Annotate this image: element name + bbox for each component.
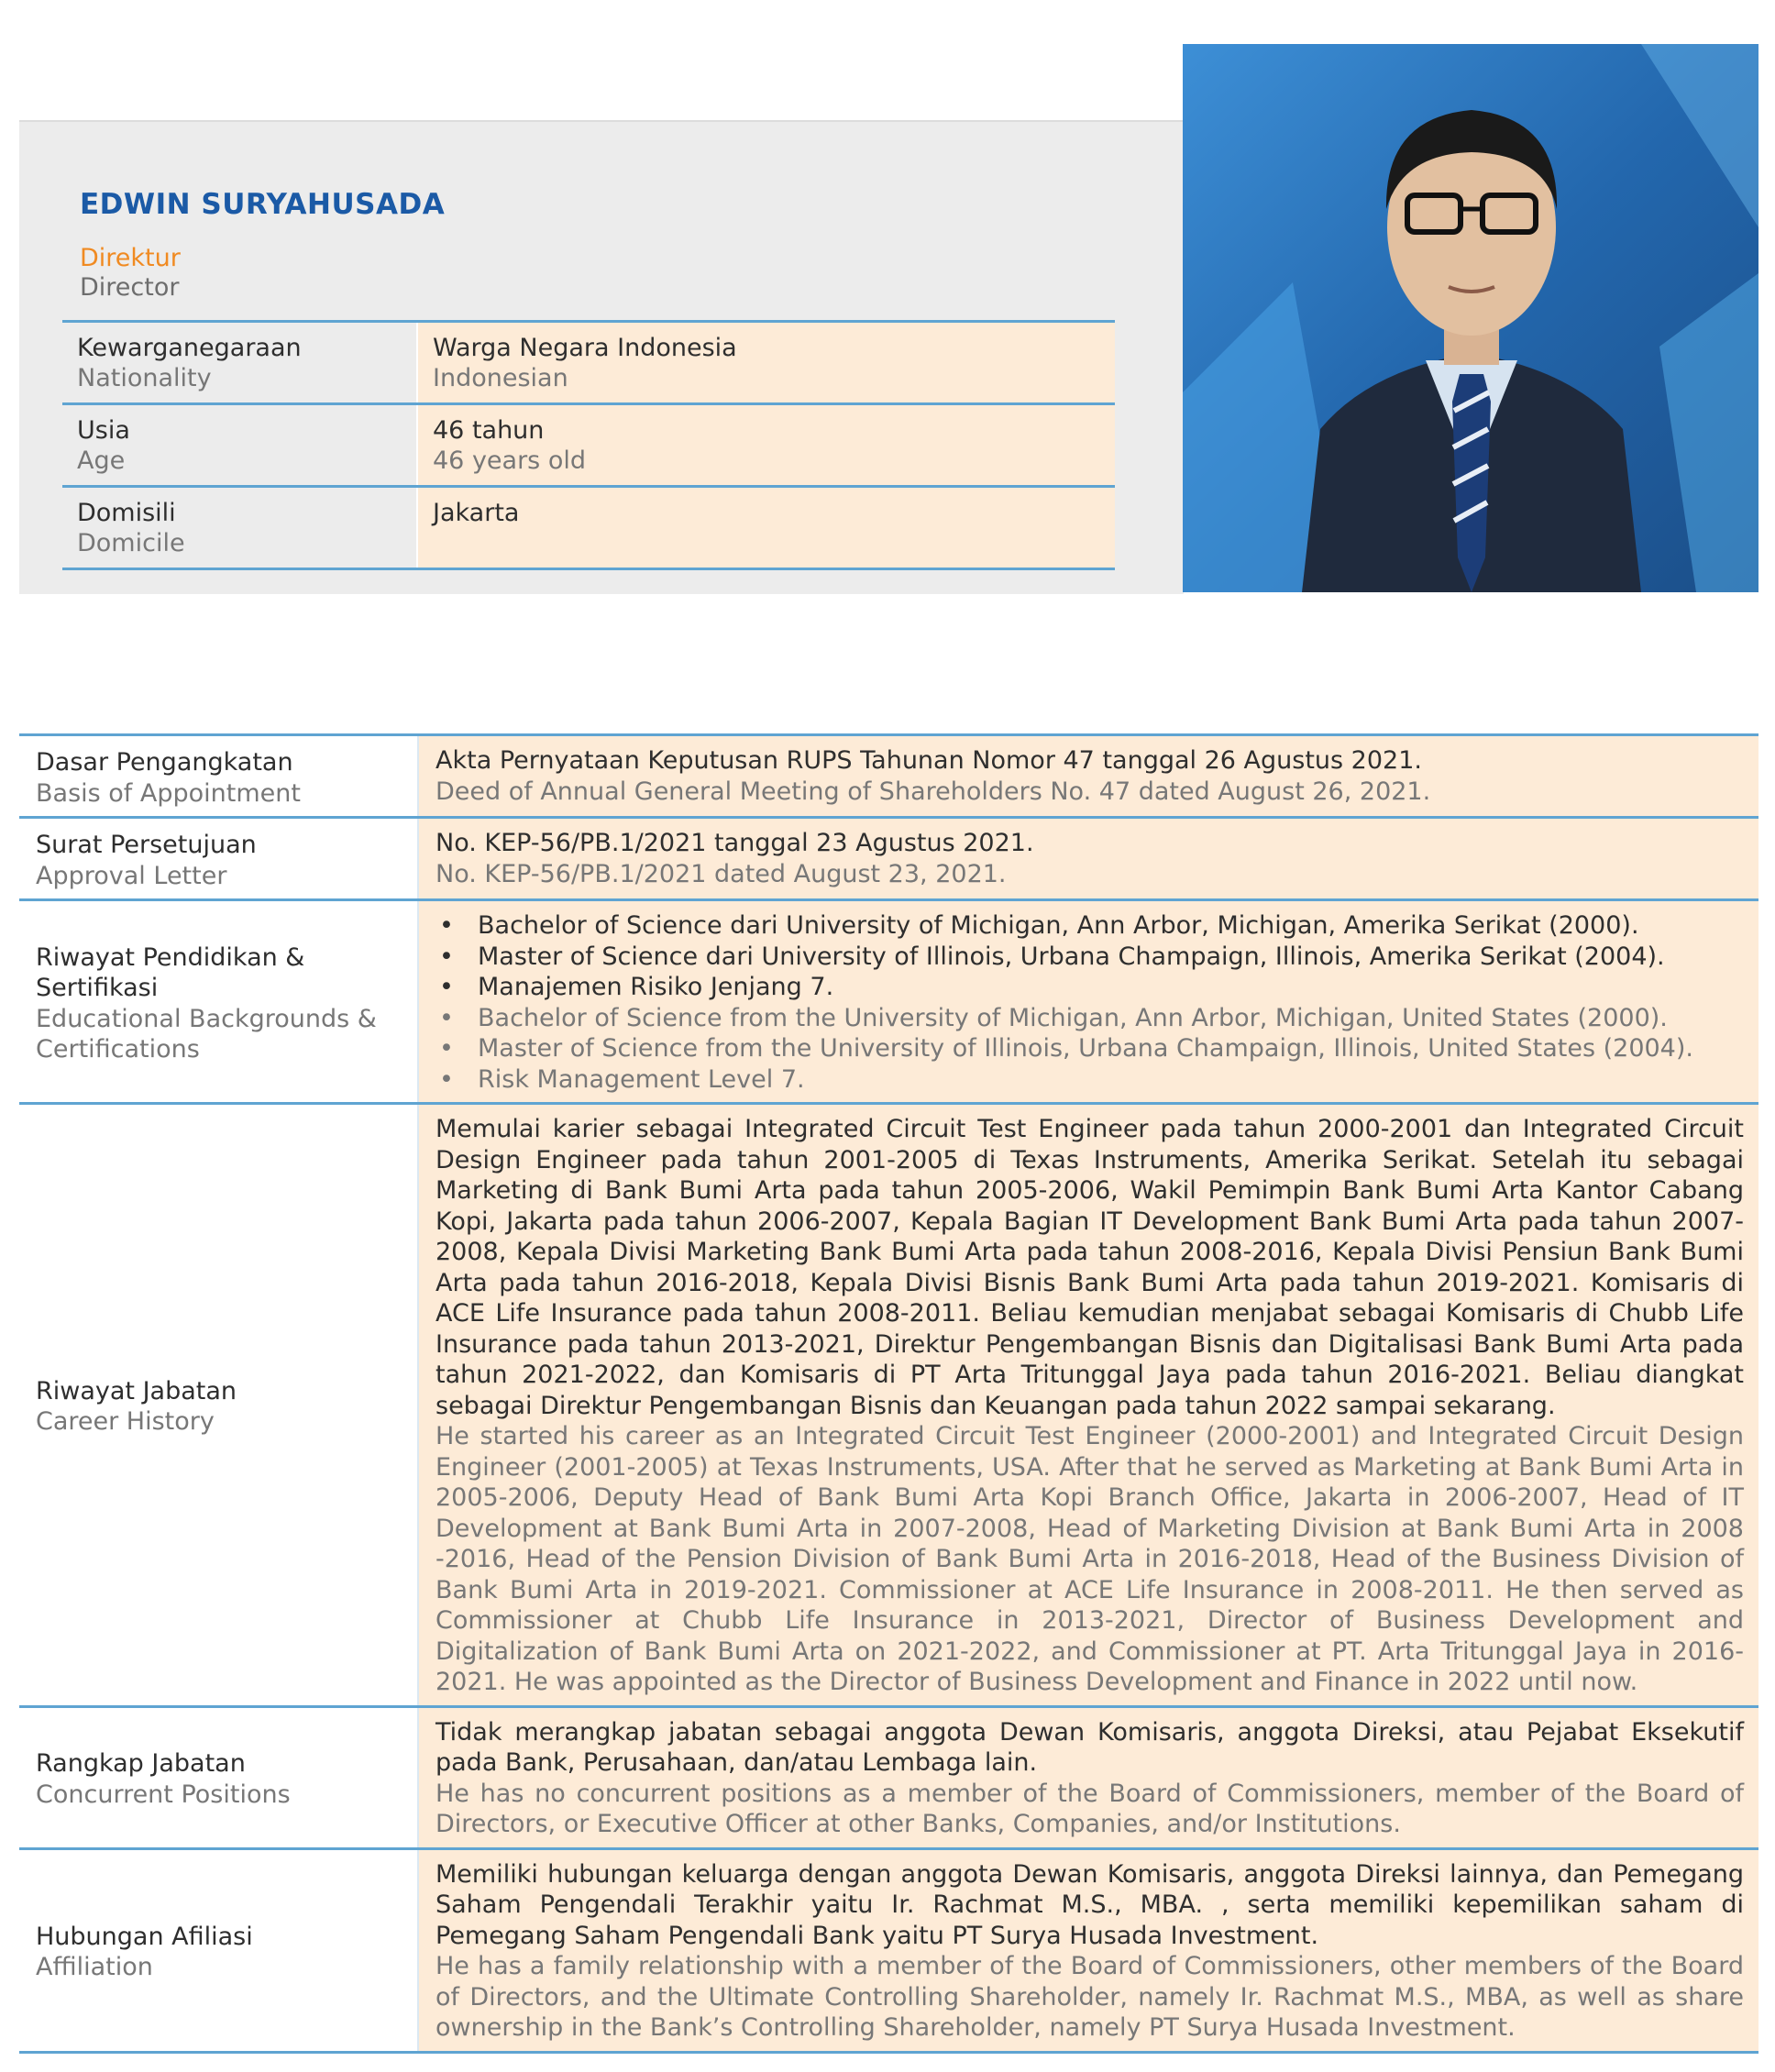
appointment-label <box>19 735 418 818</box>
director-name: EDWIN SURYAHUSADA <box>80 188 446 221</box>
appointment-value <box>418 735 1758 818</box>
director-photo <box>1183 44 1758 592</box>
value-en: He has a family relationship with a member of the Board of Commissioners, other members of the Board of Directors, and the Ultimate Controlling Shareholder, namely Ir. Rachmat M.S., MBA, as well as share ownership in the Bank’s Controlling Shareholder, namely PT Surya Husada Investment. <box>435 1952 1744 2042</box>
education-row <box>19 900 1758 1104</box>
portrait-illustration <box>1183 44 1758 592</box>
label-id: Hubungan Afiliasi <box>36 1922 253 1951</box>
education-list <box>435 910 1744 1095</box>
value-en: Indonesian <box>433 364 568 392</box>
label-id: Domisili <box>77 499 176 527</box>
concurrent-label <box>19 1706 418 1848</box>
nationality-value <box>417 322 1115 404</box>
label-id: Dasar Pengangkatan <box>36 748 293 777</box>
role-title-id: Direktur <box>80 244 181 272</box>
value-id: Tidak merangkap jabatan sebagai anggota Dewan Komisaris, anggota Direksi, atau Pejabat Eksekutif pada Bank, Perusahaan, dan/atau Lembaga lain. <box>435 1717 1744 1777</box>
concurrent-value <box>418 1706 1758 1848</box>
label-id: Surat Persetujuan <box>36 831 257 859</box>
label-en: Age <box>77 446 126 475</box>
education-label <box>19 900 418 1104</box>
role-title-en: Director <box>80 273 180 302</box>
value-id: Memulai karier sebagai Integrated Circuit Test Engineer pada tahun 2000-2001 dan Integrated Circuit Design Engineer pada tahun 2001-2005 di Texas Instruments, Amerika Serikat. Setelah itu sebagai Marketing di Bank Bumi Arta pada tahun 2005-2006, Wakil Pemimpin Bank Bumi Arta Kantor Cabang Kopi, Jakarta pada tahun 2006-2007, Kepala Bagian IT Development Bank Bumi Arta pada tahun 2007-2008, Kepala Divisi Marketing Bank Bumi Arta pada tahun 2008-2016, Kepala Divisi Pensiun Bank Bumi Arta pada tahun 2016-2018, Kepala Divisi Bisnis Bank Bumi Arta pada tahun 2019-2021. Komisaris di ACE Life Insurance pada tahun 2008-2011. Beliau kemudian menjabat sebagai Komisaris di Chubb Life Insurance pada tahun 2013-2021, Direktur Pengembangan Bisnis dan Digitalisasi Bank Bumi Arta pada tahun 2021-2022, dan Komisaris di PT Arta Tritunggal Jaya pada tahun 2016-2021. Beliau diangkat sebagai Direktur Pengembangan Bisnis dan Keuangan pada tahun 2022 sampai sekarang. <box>435 1115 1744 1420</box>
approval-row <box>19 818 1758 900</box>
label-en: Career History <box>36 1407 215 1437</box>
affiliation-value <box>418 1848 1758 2052</box>
label-en: Nationality <box>77 364 212 392</box>
list-item: • Bachelor of Science from the University of Michigan, Ann Arbor, Michigan, United States (2000). <box>435 1003 1744 1034</box>
age-label <box>62 404 417 487</box>
director-details-table <box>19 733 1758 2054</box>
label-en: Educational Backgrounds & Certifications <box>36 1004 377 1064</box>
career-value <box>418 1104 1758 1707</box>
value-en: No. KEP-56/PB.1/2021 dated August 23, 2021. <box>435 859 1007 888</box>
domicile-row <box>62 487 1115 569</box>
label-id: Riwayat Jabatan <box>36 1376 237 1405</box>
value-id: Memiliki hubungan keluarga dengan anggota Dewan Komisaris, anggota Direksi lainnya, dan Pemegang Saham Pengendali Terakhir yaitu Ir. Rachmat M.S., MBA. , serta memiliki kepemilikan saham di Pemegang Saham Pengendali Bank yaitu PT Surya Husada Investment. <box>435 1859 1744 1950</box>
education-value <box>418 900 1758 1104</box>
list-item: • Master of Science from the University of Illinois, Urbana Champaign, Illinois, United States (2004). <box>435 1033 1744 1064</box>
value-id: Jakarta <box>433 499 520 527</box>
career-label <box>19 1104 418 1707</box>
age-row <box>62 404 1115 487</box>
nationality-row <box>62 322 1115 404</box>
value-en: He has no concurrent positions as a member of the Board of Commissioners, member of the Board of Directors, or Executive Officer at other Banks, Companies, and/or Institutions. <box>435 1779 1744 1838</box>
approval-label <box>19 818 418 900</box>
domicile-value <box>417 487 1115 569</box>
label-en: Domicile <box>77 529 185 557</box>
value-id: Warga Negara Indonesia <box>433 334 737 362</box>
list-item: • Bachelor of Science dari University of Michigan, Ann Arbor, Michigan, Amerika Serikat (2000). <box>435 910 1744 942</box>
appointment-row <box>19 735 1758 818</box>
age-value <box>417 404 1115 487</box>
list-item: • Manajemen Risiko Jenjang 7. <box>435 972 1744 1003</box>
label-id: Kewarganegaraan <box>77 334 302 362</box>
label-id: Riwayat Pendidikan & Sertifikasi <box>36 942 305 1002</box>
label-en: Basis of Appointment <box>36 778 301 808</box>
value-id: No. KEP-56/PB.1/2021 tanggal 23 Agustus 2021. <box>435 829 1034 857</box>
value-en: He started his career as an Integrated Circuit Test Engineer (2000-2001) and Integrated Circuit Design Engineer (2001-2005) at Texas Instruments, USA. After that he served as Marketing at Bank Bumi Arta in 2005-2006, Deputy Head of Bank Bumi Arta Kopi Branch Office, Jakarta in 2006-2007, Head of IT Development at Bank Bumi Arta in 2007-2008, Head of Marketing Division at Bank Bumi Arta in 2008 -2016, Head of the Pension Division of Bank Bumi Arta in 2016-2018, Head of the Business Division of Bank Bumi Arta in 2019-2021. Commissioner at ACE Life Insurance in 2008-2011. He then served as Commissioner at Chubb Life Insurance in 2013-2021, Director of Business Development and Digitalization of Bank Bumi Arta on 2021-2022, and Commissioner at PT. Arta Tritunggal Jaya in 2016-2021. He was appointed as the Director of Business Development and Finance in 2022 until now. <box>435 1422 1744 1696</box>
value-en: Deed of Annual General Meeting of Shareholders No. 47 dated August 26, 2021. <box>435 777 1431 806</box>
list-item: • Master of Science dari University of Illinois, Urbana Champaign, Illinois, Amerika Serikat (2004). <box>435 942 1744 973</box>
label-en: Affiliation <box>36 1953 153 1981</box>
value-en: 46 years old <box>433 446 586 475</box>
concurrent-row <box>19 1706 1758 1848</box>
value-id: 46 tahun <box>433 416 545 445</box>
value-id: Akta Pernyataan Keputusan RUPS Tahunan Nomor 47 tanggal 26 Agustus 2021. <box>435 746 1422 775</box>
affiliation-label <box>19 1848 418 2052</box>
career-row <box>19 1104 1758 1707</box>
label-id: Rangkap Jabatan <box>36 1749 246 1778</box>
approval-value <box>418 818 1758 900</box>
label-en: Concurrent Positions <box>36 1780 291 1809</box>
personal-info-table <box>62 320 1115 570</box>
list-item: • Risk Management Level 7. <box>435 1064 1744 1096</box>
nationality-label <box>62 322 417 404</box>
domicile-label <box>62 487 417 569</box>
label-id: Usia <box>77 416 130 445</box>
affiliation-row <box>19 1848 1758 2052</box>
label-en: Approval Letter <box>36 861 227 890</box>
